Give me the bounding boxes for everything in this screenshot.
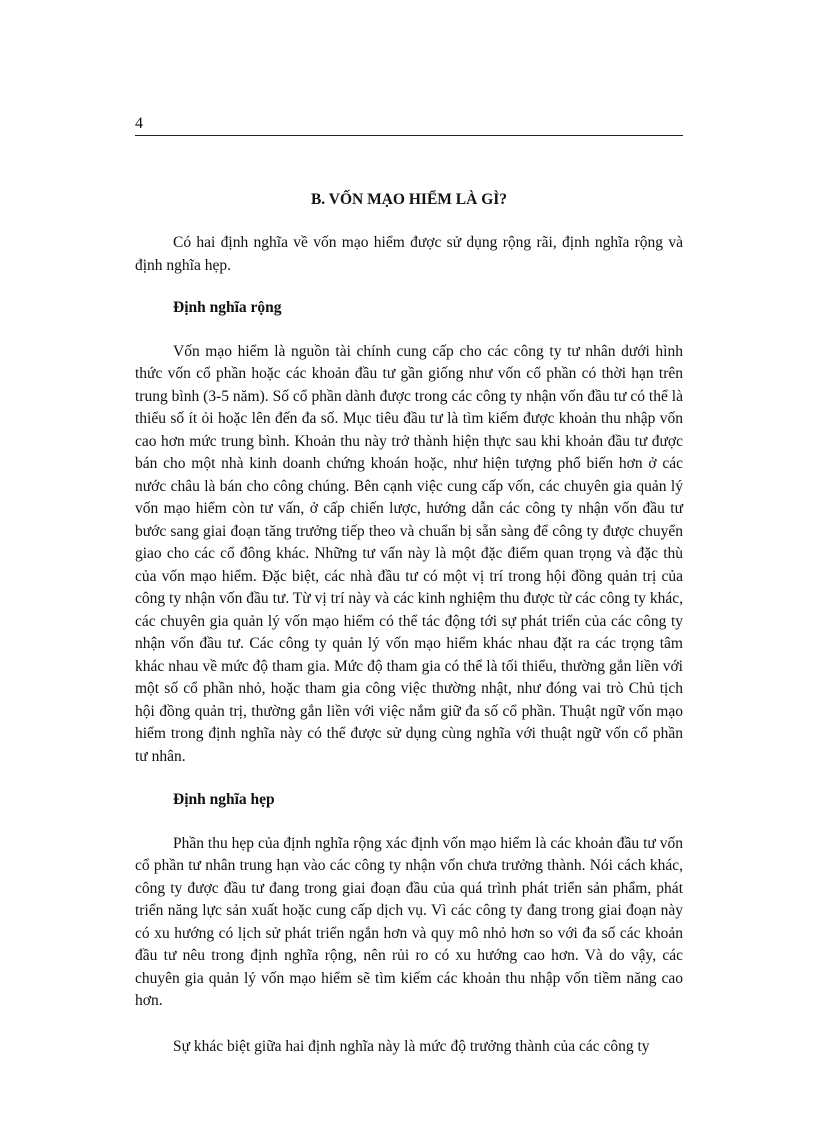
paragraph-broad-definition: Vốn mạo hiểm là nguồn tài chính cung cấp cho các công ty tư nhân dưới hình thức vốn cổ phần hoặc các khoản đầu tư gần giống như vốn cổ phần có thời hạn trên trung bình (3-5 năm). Số cổ phần dành được trong các công ty nhận vốn đầu tư có thể là thiểu số ít ỏi hoặc lên đến đa số. Mục tiêu đầu tư là tìm kiếm được khoản thu nhập vốn cao hơn mức trung bình. Khoản thu này trở thành hiện thực sau khi khoản đầu tư được bán cho một nhà kinh doanh chứng khoán hoặc, như hiện tượng phổ biến hơn ở các nước châu là bán cho công chúng. Bên cạnh việc cung cấp vốn, các chuyên gia quản lý vốn mạo hiểm còn tư vấn, ở cấp chiến lược, hướng dẫn các công ty nhận vốn đầu tư bước sang giai đoạn tăng trưởng tiếp theo và chuẩn bị sẵn sàng để công ty được chuyển giao cho các cổ đông khác. Những tư vấn này là một đặc điểm quan trọng và đặc thù của vốn mạo hiểm. Đặc biệt, các nhà đầu tư có một vị trí trong hội đồng quản trị của công ty nhận vốn đầu tư. Từ vị trí này và các kinh nghiệm thu được từ các công ty khác, các chuyên gia quản lý vốn mạo hiểm có thể tác động tới sự phát triển của các công ty nhận vốn đầu tư. Các công ty quản lý vốn mạo hiểm khác nhau đặt ra các trọng tâm khác nhau về mức độ tham gia. Mức độ tham gia có thể là tối thiểu, thường gắn liền với một số cổ phần nhỏ, hoặc tham gia công việc thường nhật, như đóng vai trò Chủ tịch hội đồng quản trị, thường gắn liền với việc nắm giữ đa số cổ phần. Thuật ngữ vốn mạo hiểm trong định nghĩa này có thể được sử dụng cùng nghĩa với thuật ngữ vốn cổ phần tư nhân.	[135, 342, 683, 765]
closing-paragraph: Sự khác biệt giữa hai định nghĩa này là mức độ trưởng thành của các công ty	[173, 1037, 650, 1055]
section-title: B. VỐN MẠO HIỂM LÀ GÌ?	[310, 191, 508, 208]
page-header	[135, 113, 683, 136]
paragraph-narrow-definition: Phần thu hẹp của định nghĩa rộng xác định vốn mạo hiểm là các khoản đầu tư vốn cổ phần tư nhân trung hạn vào các công ty nhận vốn chưa trưởng thành. Nói cách khác, công ty được đầu tư đang trong giai đoạn đầu của quá trình phát triển sản phẩm, phát triển năng lực sản xuất hoặc cung cấp dịch vụ. Vì các công ty đang trong giai đoạn này có xu hướng có lịch sử phát triển ngắn hơn và quy mô nhỏ hơn so với đa số các khoản đầu tư nêu trong định nghĩa rộng, nên rủi ro có xu hướng cao hơn. Và do vậy, các chuyên gia quản lý vốn mạo hiểm sẽ tìm kiếm các khoản thu nhập vốn tiềm năng cao hơn.	[135, 834, 683, 1009]
page-number: 4	[135, 115, 143, 132]
subheading-broad-definition: Định nghĩa rộng	[173, 299, 282, 316]
subheading-narrow-definition: Định nghĩa hẹp	[173, 791, 275, 808]
intro-paragraph: Có hai định nghĩa về vốn mạo hiểm được sử dụng rộng rãi, định nghĩa rộng và định nghĩa hẹp.	[135, 234, 683, 274]
page-content	[135, 190, 683, 1058]
